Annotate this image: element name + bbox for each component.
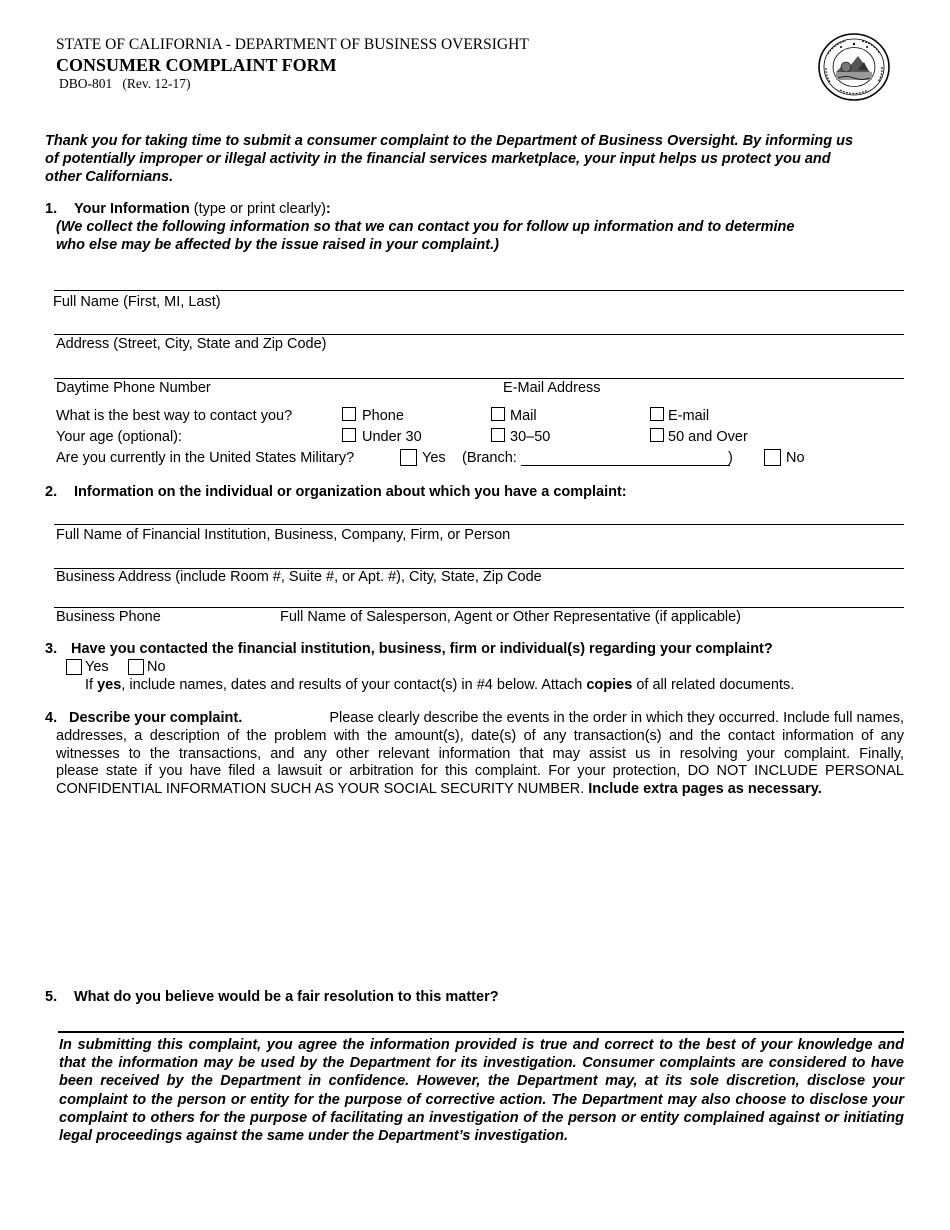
state-seal-icon [816,32,892,102]
section4-line2: addresses, a description of the problem with the amount(s), date(s) of any transaction(s) and the contact information of any [56,728,904,744]
section1-number: 1. [45,201,58,217]
contact-phone-label: Phone [362,408,404,424]
form-title: CONSUMER COMPLAINT FORM [56,55,337,75]
salesperson-label: Full Name of Salesperson, Agent or Other Representative (if applicable) [280,609,742,625]
section4-line1: Please clearly describe the events in the order in which they occurred. Include full names, [329,710,904,726]
contact-phone-checkbox[interactable] [342,407,356,421]
military-branch-line[interactable] [521,465,730,466]
contacted-no-label: No [147,659,166,675]
age-30-50-label: 30–50 [510,429,551,445]
contacted-yes-label: Yes [85,659,109,675]
phone-email-line[interactable] [54,378,904,379]
section1-note-line1: (We collect the following information so that we can contact you for follow up information and to determine [56,219,795,235]
contacted-yes-checkbox[interactable] [66,659,82,675]
full-name-line[interactable] [54,290,904,291]
institution-name-label: Full Name of Financial Institution, Business, Company, Firm, or Person [56,527,511,543]
section3-instr-copies: copies [586,677,633,693]
resolution-answer-area[interactable] [56,1008,904,1028]
section4-line5-text: CONFIDENTIAL INFORMATION SUCH AS YOUR SOCIAL SECURITY NUMBER. [56,781,589,797]
section2-title: Information on the individual or organization about which you have a complaint: [74,484,627,500]
section3-question: Have you contacted the financial institution, business, firm or individual(s) regarding your complaint? [71,641,773,657]
contacted-no-checkbox[interactable] [128,659,144,675]
age-30-50-checkbox[interactable] [491,428,505,442]
contact-email-label: E-mail [668,408,710,424]
age-question: Your age (optional): [56,429,183,445]
military-branch-close: ) [728,450,733,466]
section5-number: 5. [45,989,58,1005]
section3-instr-end: of all related documents. [632,677,795,693]
section1-subtitle: (type or print clearly) [189,201,326,217]
agency-name: STATE OF CALIFORNIA - DEPARTMENT OF BUSINESS OVERSIGHT [56,36,529,53]
section4-number: 4. [45,710,58,726]
contact-mail-label: Mail [510,408,537,424]
section4-first-line [69,710,904,726]
address-label: Address (Street, City, State and Zip Code) [56,336,327,352]
section3-instructions [85,677,794,693]
section1-heading [74,201,331,217]
section4-line4: please state if you have filed a lawsuit or arbitration for this complaint. For your protection, DO NOT INCLUDE PERSONAL [56,763,904,779]
contact-email-checkbox[interactable] [650,407,664,421]
military-yes-label: Yes [422,450,446,466]
business-phone-label: Business Phone [56,609,161,625]
section1-title: Your Information [74,201,190,217]
business-phone-line[interactable] [54,607,904,608]
disclaimer-paragraph: In submitting this complaint, you agree the information provided is true and correct to the best of your knowledge and that the information may be used by the Department for its investigation. Consumer complaints are considered to have been received by the Department in confidence. However, the Department may, at its sole discretion, disclose your complaint to the person or entity for the purpose of corrective action. The Department may also choose to disclose your complaint to others for the purpose of facilitating an investigation of the person or entity complained against or initiating legal proceedings against the same under the Department’s investigation. [59,1037,904,1145]
age-50-over-checkbox[interactable] [650,428,664,442]
military-branch-label: (Branch: [462,450,517,466]
email-address-label: E-Mail Address [503,380,601,396]
intro-paragraph: Thank you for taking time to submit a consumer complaint to the Department of Business Oversight. By informing us of potentially improper or illegal activity in the financial services marketplace, your input helps us protect you and other Californians. [45,133,854,185]
military-no-label: No [786,450,805,466]
section4-line5-bold: Include extra pages as necessary. [588,781,822,797]
section4-line5 [56,781,822,797]
section2-number: 2. [45,484,58,500]
section3-number: 3. [45,641,58,657]
age-under-30-label: Under 30 [362,429,422,445]
military-yes-checkbox[interactable] [400,449,417,466]
disclaimer-divider [58,1031,904,1033]
full-name-label: Full Name (First, MI, Last) [53,294,221,310]
section3-instr-yes: yes [97,677,122,693]
daytime-phone-label: Daytime Phone Number [56,380,211,396]
section3-instr-mid: , include names, dates and results of your contact(s) in #4 below. Attach [121,677,587,693]
form-id: DBO-801 (Rev. 12-17) [59,76,191,91]
address-line[interactable] [54,334,904,335]
section1-colon: : [325,201,331,217]
age-under-30-checkbox[interactable] [342,428,356,442]
section5-title: What do you believe would be a fair resolution to this matter? [74,989,499,1005]
military-question: Are you currently in the United States Military? [56,450,355,466]
contact-mail-checkbox[interactable] [491,407,505,421]
section4-title: Describe your complaint. [69,710,243,726]
military-no-checkbox[interactable] [764,449,781,466]
contact-method-question: What is the best way to contact you? [56,408,293,424]
section3-instr-if: If [85,677,98,693]
complaint-description-area[interactable] [56,805,904,980]
section4-line3: witnesses to the transactions, and any other relevant information that may assist us in resolving your complaint. Finally, [56,746,904,762]
institution-name-line[interactable] [54,524,904,525]
age-50-over-label: 50 and Over [668,429,748,445]
business-address-label: Business Address (include Room #, Suite #, or Apt. #), City, State, Zip Code [56,569,542,585]
section1-note-line2: who else may be affected by the issue raised in your complaint.) [56,237,499,253]
